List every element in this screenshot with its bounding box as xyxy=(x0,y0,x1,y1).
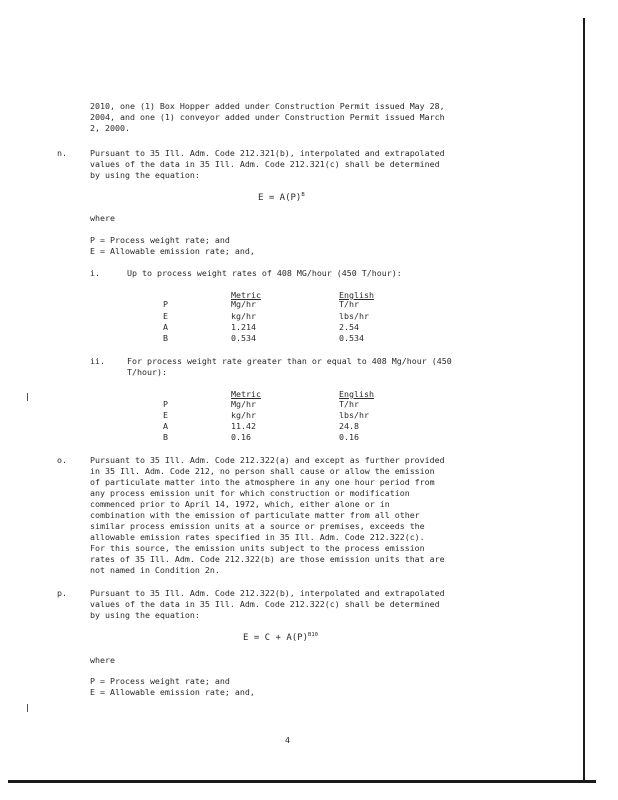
table-i-header-english: English xyxy=(339,290,374,300)
table-i-metric: 0.534 xyxy=(231,333,256,343)
table-i-header-metric: Metric xyxy=(231,290,261,300)
right-margin-rule xyxy=(583,18,585,780)
sub-ii-line: T/hour): xyxy=(127,367,167,377)
table-i-symbol: P xyxy=(163,299,168,309)
table-ii-english: T/hr xyxy=(339,399,359,409)
table-i-metric: kg/hr xyxy=(231,311,256,321)
sub-ii-line: For process weight rate greater than or equal to 408 Mg/hour (450 xyxy=(127,356,452,366)
equation-p xyxy=(243,633,318,644)
table-ii-header-english: English xyxy=(339,389,374,399)
table-ii-symbol: P xyxy=(163,399,168,409)
item-o-line: Pursuant to 35 Ill. Adm. Code 212.322(a) and except as further provided xyxy=(90,455,445,465)
item-n-line: by using the equation: xyxy=(90,170,200,180)
table-ii-english: 24.8 xyxy=(339,421,359,431)
margin-tick-mark xyxy=(27,393,28,401)
definition-p: P = Process weight rate; and xyxy=(90,235,230,245)
item-p-label: p. xyxy=(57,588,67,598)
definition-p: P = Process weight rate; and xyxy=(90,676,230,686)
item-n-label: n. xyxy=(57,148,67,158)
item-n-line: Pursuant to 35 Ill. Adm. Code 212.321(b), interpolated and extrapolated xyxy=(90,148,445,158)
equation-n xyxy=(258,193,305,204)
table-i-symbol: E xyxy=(163,311,168,321)
sub-ii-label: ii. xyxy=(90,356,105,366)
margin-tick-mark xyxy=(27,704,28,712)
item-o-line: commenced prior to April 14, 1972, which, either alone or in xyxy=(90,499,390,509)
table-ii-metric: Mg/hr xyxy=(231,399,256,409)
item-o-line: in 35 Ill. Adm. Code 212, no person shall cause or allow the emission xyxy=(90,466,435,476)
item-o-line: For this source, the emission units subject to the process emission xyxy=(90,543,425,553)
table-ii-english: lbs/hr xyxy=(339,410,369,420)
item-o-line: any process emission unit for which construction or modification xyxy=(90,488,410,498)
table-i-symbol: A xyxy=(163,322,168,332)
item-p-line: Pursuant to 35 Ill. Adm. Code 212.322(b), interpolated and extrapolated xyxy=(90,588,445,598)
table-i-metric: 1.214 xyxy=(231,322,256,332)
bottom-margin-rule xyxy=(8,780,596,783)
equation-n-base: E = A(P) xyxy=(258,193,302,203)
table-ii-metric: kg/hr xyxy=(231,410,256,420)
definition-e: E = Allowable emission rate; and, xyxy=(90,246,255,256)
table-i-metric: Mg/hr xyxy=(231,299,256,309)
table-i-english: 0.534 xyxy=(339,333,364,343)
table-ii-metric: 0.16 xyxy=(231,432,251,442)
item-o-line: rates of 35 Ill. Adm. Code 212.322(b) are those emission units that are xyxy=(90,554,445,564)
item-o-line: of particulate matter into the atmosphere in any one hour period from xyxy=(90,477,435,487)
item-p-line: values of the data in 35 Ill. Adm. Code 212.322(c) shall be determined xyxy=(90,599,440,609)
intro-line: 2004, and one (1) conveyor added under Construction Permit issued March xyxy=(90,112,445,122)
table-ii-symbol: B xyxy=(163,432,168,442)
item-n-line: values of the data in 35 Ill. Adm. Code 212.321(c) shall be determined xyxy=(90,159,440,169)
table-i-english: lbs/hr xyxy=(339,311,369,321)
item-o-line: similar process emission units at a source or premises, exceeds the xyxy=(90,521,425,531)
item-o-line: combination with the emission of particulate matter from all other xyxy=(90,510,420,520)
table-ii-header-metric: Metric xyxy=(231,389,261,399)
table-ii-english: 0.16 xyxy=(339,432,359,442)
intro-line: 2010, one (1) Box Hopper added under Construction Permit issued May 28, xyxy=(90,101,445,111)
where-label: where xyxy=(90,213,115,223)
table-i-english: T/hr xyxy=(339,299,359,309)
table-i-english: 2.54 xyxy=(339,322,359,332)
table-ii-metric: 11.42 xyxy=(231,421,256,431)
equation-p-base: E = C + A(P) xyxy=(243,633,309,643)
table-ii-symbol: A xyxy=(163,421,168,431)
equation-p-exponent: B10 xyxy=(308,632,318,638)
page-number: 4 xyxy=(285,735,290,745)
definition-e: E = Allowable emission rate; and, xyxy=(90,687,255,697)
item-o-label: o. xyxy=(57,455,67,465)
where-label: where xyxy=(90,655,115,665)
sub-i-label: i. xyxy=(90,268,100,278)
equation-n-exponent: B xyxy=(301,192,305,198)
item-o-line: not named in Condition 2n. xyxy=(90,565,220,575)
table-ii-symbol: E xyxy=(163,410,168,420)
item-o-line: allowable emission rates specified in 35 Ill. Adm. Code 212.322(c). xyxy=(90,532,425,542)
sub-i-text: Up to process weight rates of 408 MG/hour (450 T/hour): xyxy=(127,268,402,278)
table-i-symbol: B xyxy=(163,333,168,343)
intro-line: 2, 2000. xyxy=(90,123,130,133)
item-p-line: by using the equation: xyxy=(90,610,200,620)
